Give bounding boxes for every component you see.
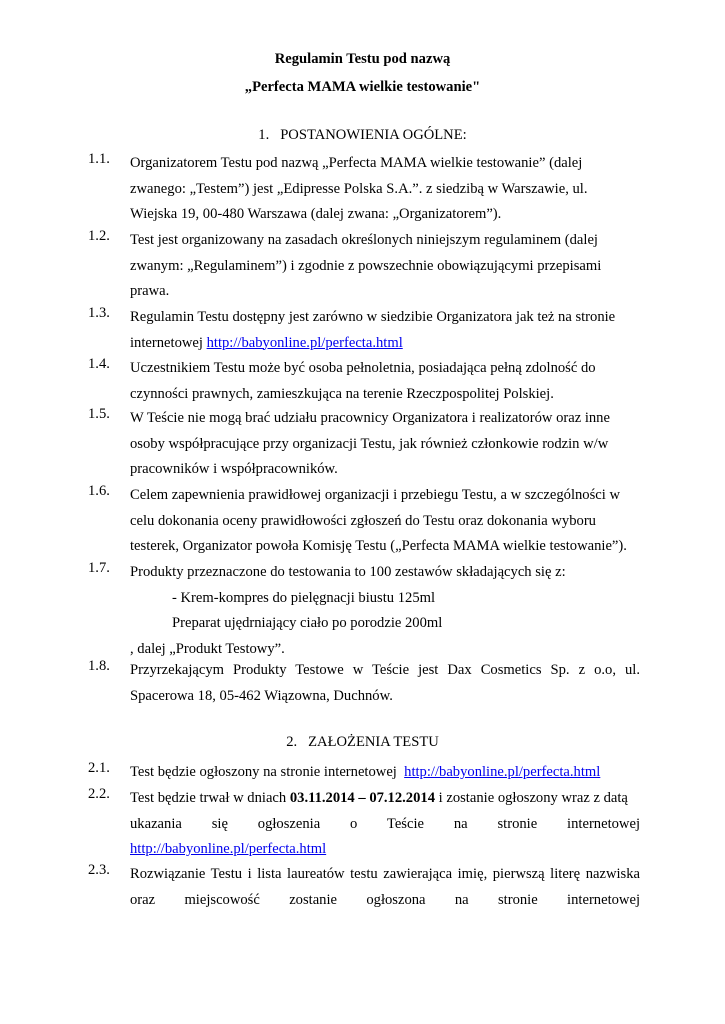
clause-text-line: czynności prawnych, zamieszkująca na terenie Rzeczpospolitej Polskiej. bbox=[130, 385, 554, 402]
clause-text-line: Regulamin Testu dostępny jest zarówno w siedzibie Organizatora jak też na stronie bbox=[130, 309, 616, 325]
clause-number: 1.3. bbox=[88, 305, 110, 321]
clause-text-line: prawa. bbox=[130, 283, 170, 299]
section-title: POSTANOWIENIA OGÓLNE: bbox=[280, 127, 467, 143]
clause-text-line: Organizatorem Testu pod nazwą „Perfecta MAMA wielkie testowanie” (dalej bbox=[130, 155, 583, 171]
clause-text-line: Produkty przeznaczone do testowania to 100 zestawów składających się z: bbox=[130, 564, 566, 580]
announcement-link[interactable]: http://babyonline.pl/perfecta.html bbox=[130, 841, 327, 857]
section-title: ZAŁOŻENIA TESTU bbox=[308, 734, 439, 750]
clause-number: 1.4. bbox=[88, 356, 110, 372]
clause-number: 2.2. bbox=[88, 786, 110, 802]
document-subtitle: „Perfecta MAMA wielkie testowanie" bbox=[244, 79, 481, 95]
clause-text-line: pracowników i współpracowników. bbox=[130, 461, 338, 477]
test-dates: 03.11.2014 – 07.12.2014 bbox=[289, 790, 435, 806]
section-number: 1. bbox=[258, 127, 270, 143]
clause-number: 1.6. bbox=[88, 483, 110, 499]
document-title: Regulamin Testu pod nazwą bbox=[274, 51, 451, 67]
clause-text-line: testerek, Organizator powoła Komisję Testu („Perfecta MAMA wielkie testowanie”). bbox=[130, 538, 627, 554]
clause-number: 1.2. bbox=[88, 228, 110, 244]
clause-text: Test będzie trwał w dniach bbox=[130, 790, 290, 806]
clause-number: 1.5. bbox=[88, 406, 110, 422]
clause-number: 2.3. bbox=[88, 862, 110, 878]
clause-text-line: zwanym: „Regulaminem”) i zgodnie z powszechnie obowiązującymi przepisami bbox=[130, 257, 602, 274]
clause-text-line: Celem zapewnienia prawidłowej organizacji i przebiegu Testu, a w szczególności w bbox=[130, 487, 620, 503]
clause-text-line: osoby współpracujące przy organizacji Testu, jak również członkowie rodzin w/w bbox=[130, 435, 609, 452]
clause-text: internetowej bbox=[130, 334, 207, 351]
clause-text-line: W Teście nie mogą brać udziału pracownicy Organizatora i realizatorów oraz inne bbox=[130, 410, 610, 426]
clause-text-line: Przyrzekającym Produkty Testowe w Teście jest Dax Cosmetics Sp. z o.o, ul. bbox=[130, 662, 640, 678]
clause-text-line: , dalej „Produkt Testowy”. bbox=[130, 640, 285, 657]
clause-text: i zostanie ogłoszony wraz z datą bbox=[435, 790, 628, 806]
clause-text-line: Rozwiązanie Testu i lista laureatów testu zawierająca imię, pierwszą literę nazwiska bbox=[130, 866, 640, 882]
clause-text-line: oraz miejscowość zostanie ogłoszona na stronie internetowej bbox=[130, 891, 640, 908]
clause-text-line: Wiejska 19, 00-480 Warszawa (dalej zwana: „Organizatorem”). bbox=[130, 206, 502, 222]
clause-number: 2.1. bbox=[88, 760, 110, 776]
section-heading-2 bbox=[0, 734, 725, 751]
clause-text-line: zwanego: „Testem”) jest „Edipresse Polska S.A.”. z siedzibą w Warszawie, ul. bbox=[130, 180, 588, 197]
clause-text-line: Uczestnikiem Testu może być osoba pełnoletnia, posiadająca pełną zdolność do bbox=[130, 360, 596, 376]
section-number: 2. bbox=[286, 734, 298, 750]
product-item: Preparat ujędrniający ciało po porodzie 200ml bbox=[172, 615, 443, 631]
clause-number: 1.1. bbox=[88, 151, 110, 167]
test-page-link[interactable]: http://babyonline.pl/perfecta.html bbox=[404, 764, 601, 780]
section-heading-1 bbox=[0, 127, 725, 144]
clause-number: 1.8. bbox=[88, 658, 110, 674]
clause-text-line: Spacerowa 18, 05-462 Wiązowna, Duchnów. bbox=[130, 687, 393, 704]
clause-number: 1.7. bbox=[88, 560, 110, 576]
regulations-link[interactable]: http://babyonline.pl/perfecta.html bbox=[206, 334, 403, 351]
clause-text-line: ukazania się ogłoszenia o Teście na stronie internetowej bbox=[130, 815, 640, 832]
clause-text: Test będzie ogłoszony na stronie internetowej bbox=[130, 764, 405, 780]
clause-text-line: Test jest organizowany na zasadach określonych niniejszym regulaminem (dalej bbox=[130, 232, 598, 248]
product-item: - Krem-kompres do pielęgnacji biustu 125ml bbox=[172, 589, 436, 606]
clause-text-line: celu dokonania oceny prawidłowości zgłoszeń do Testu oraz dokonania wyboru bbox=[130, 512, 596, 529]
